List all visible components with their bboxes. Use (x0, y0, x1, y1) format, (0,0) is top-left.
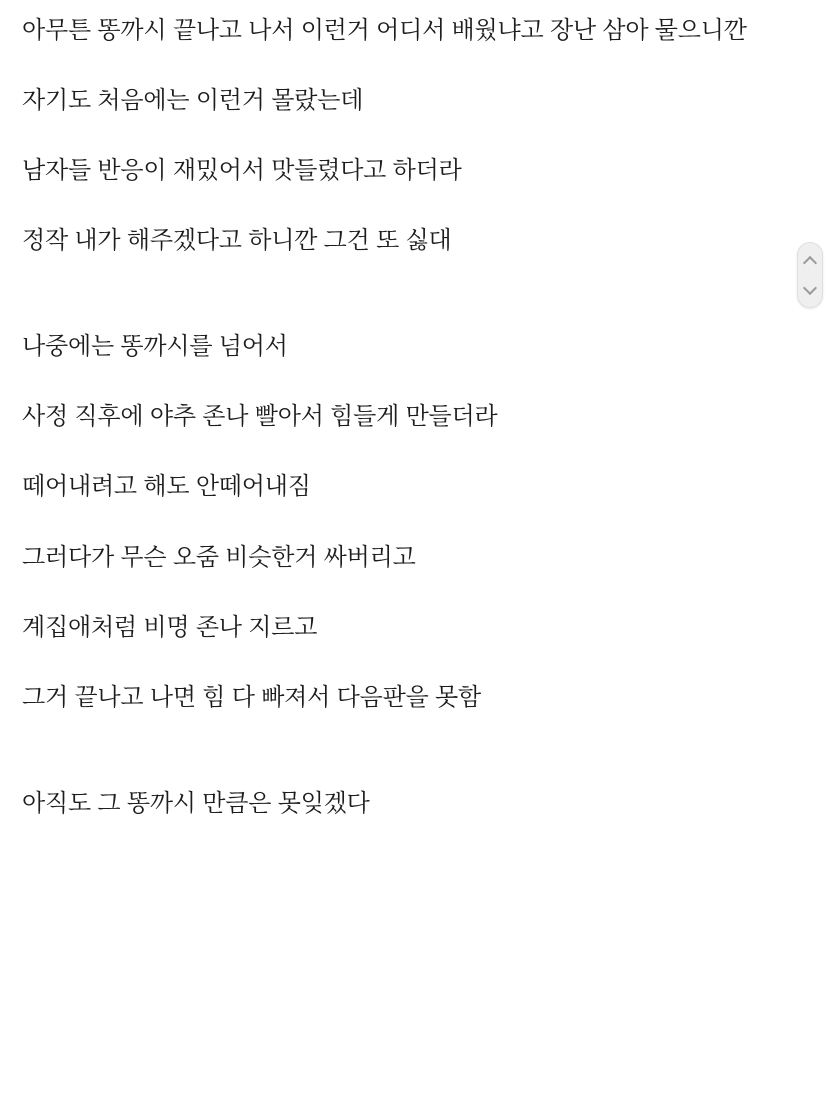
paragraph: 떼어내려고 해도 안떼어내짐 (22, 473, 311, 501)
paragraph-spacer (22, 364, 795, 400)
paragraph-spacer (22, 434, 795, 470)
paragraph: 그러다가 무슨 오줌 비슷한거 싸버리고 (22, 543, 416, 571)
paragraph: 정작 내가 해주겠다고 하니깐 그건 또 싫대 (22, 227, 452, 255)
paragraph-spacer (22, 645, 795, 681)
paragraph: 그거 끝나고 나면 힘 다 빠져서 다음판을 못함 (22, 683, 481, 711)
chevron-down-icon[interactable] (804, 285, 816, 293)
paragraph: 아무튼 똥까시 끝나고 나서 이런거 어디서 배웠냐고 장난 삼아 물으니깐 (22, 17, 747, 44)
section-spacer (22, 258, 795, 330)
paragraph: 자기도 처음에는 이런거 몰랐는데 (22, 87, 364, 115)
paragraph: 남자들 반응이 재밌어서 맛들렸다고 하더라 (22, 157, 462, 185)
chevron-up-icon[interactable] (804, 257, 816, 265)
paragraph: 계집애처럼 비명 존나 지르고 (22, 613, 318, 641)
paragraph: 사정 직후에 야추 존나 빨아서 힘들게 만들더라 (22, 403, 498, 431)
scroll-control[interactable] (797, 242, 823, 308)
section-spacer (22, 715, 795, 787)
paragraph: 아직도 그 똥까시 만큼은 못잊겠다 (22, 789, 370, 817)
paragraph-spacer (22, 505, 795, 541)
paragraph-spacer (22, 188, 795, 224)
paragraph-spacer (22, 48, 795, 84)
paragraph-spacer (22, 118, 795, 154)
paragraph: 나중에는 똥까시를 넘어서 (22, 333, 288, 361)
paragraph-spacer (22, 575, 795, 611)
